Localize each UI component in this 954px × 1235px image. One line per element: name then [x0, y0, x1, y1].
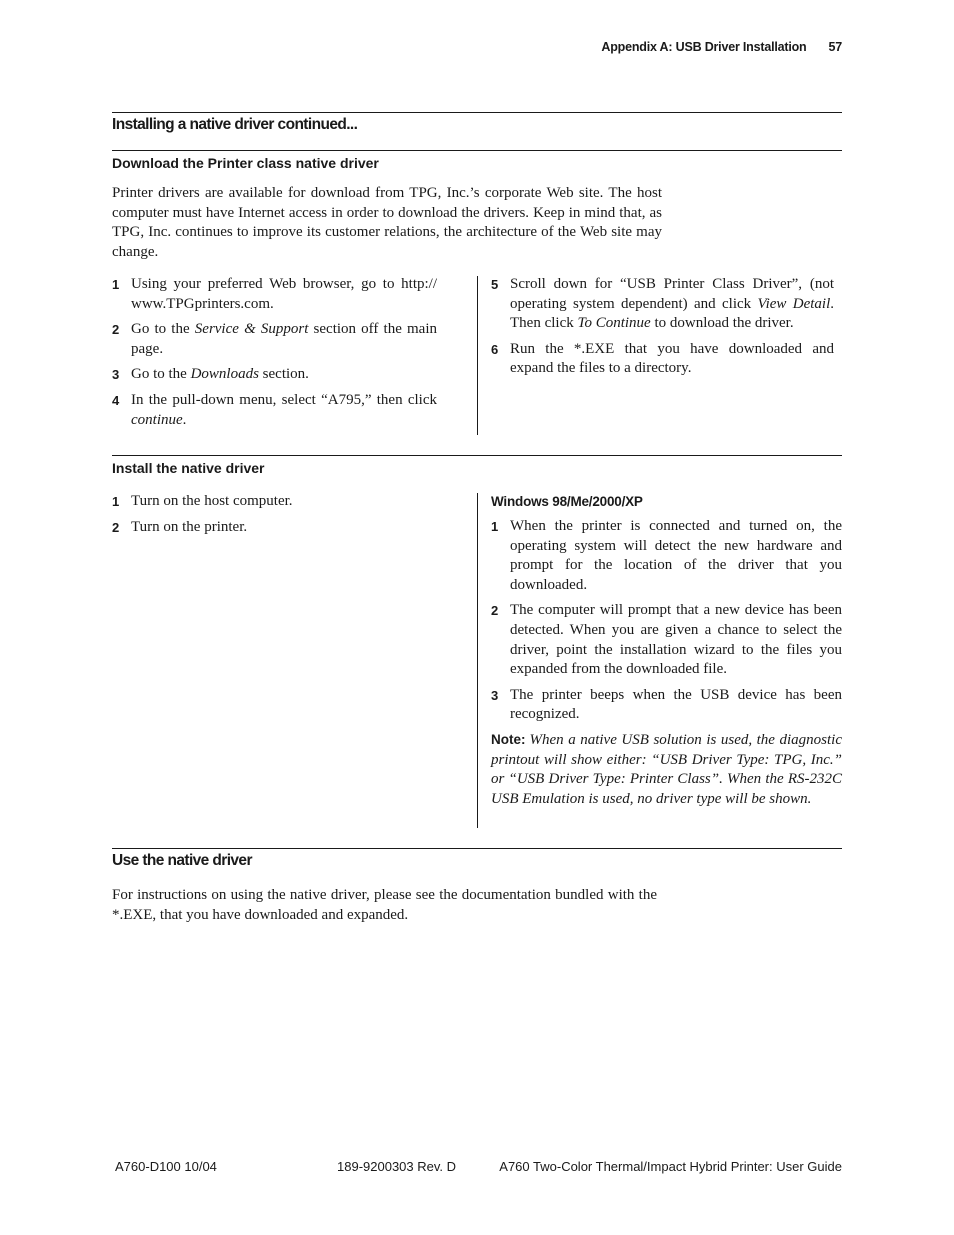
download-steps-left — [112, 275, 437, 436]
section-rule — [112, 112, 842, 113]
step-number: 2 — [491, 603, 499, 619]
step-text: to download the driver. — [650, 315, 794, 332]
step-text: Go to the — [131, 321, 195, 338]
step-number: 5 — [491, 277, 499, 292]
download-intro-paragraph: Printer drivers are available for download from TPG, Inc.’s corporate Web site. The host computer must have Internet access in order to download the drivers. Keep in mind that, as TPG, Inc. continues to improve its customer relations, the architecture of the Web site may change. — [112, 185, 662, 260]
subsection-title-install: Install the native driver — [112, 460, 265, 476]
step-text: Using your preferred Web browser, go to http:// www.TPGprinters.com. — [131, 276, 437, 312]
list-item — [112, 320, 437, 359]
step-text: When the printer is connected and turned on, the operating system will detect the new hardware and prompt for the location of the driver that you downloaded. — [510, 518, 842, 593]
step-text: . Then click — [510, 295, 834, 332]
column-divider — [477, 493, 478, 828]
step-text: section off the main page. — [131, 321, 438, 357]
step-text: . — [182, 411, 187, 428]
windows-versions-heading: Windows 98/Me/2000/XP — [491, 494, 643, 509]
list-item — [112, 365, 437, 385]
step-text: Scroll down for “USB Printer Class Driver”, (not operating system dependent) and click — [510, 276, 834, 312]
step-emphasis: To Continue — [577, 315, 651, 332]
step-number: 6 — [491, 341, 499, 357]
footer-part-number: 189-9200303 Rev. D — [337, 1159, 457, 1174]
subsection-rule — [112, 150, 842, 151]
column-divider — [477, 276, 478, 435]
list-item — [112, 518, 437, 538]
list-item — [491, 275, 834, 334]
download-steps-right — [491, 275, 834, 385]
step-text: Go to the — [131, 366, 191, 383]
list-item — [112, 391, 437, 430]
step-text: Run the *.EXE that you have downloaded and expand the files to a directory. — [510, 340, 834, 377]
list-item — [491, 601, 842, 679]
step-emphasis: Service & Support — [194, 321, 309, 338]
step-number: 3 — [112, 367, 120, 383]
footer-guide-title: A760 Two-Color Thermal/Impact Hybrid Printer: User Guide — [499, 1159, 842, 1174]
subsection-title-download: Download the Printer class native driver — [112, 155, 379, 171]
list-item — [112, 275, 437, 314]
footer-doc-id: A760-D100 10/04 — [115, 1159, 217, 1174]
step-number: 1 — [112, 494, 120, 509]
running-header — [500, 40, 842, 54]
install-steps-right — [491, 517, 842, 731]
step-text: Turn on the printer. — [131, 518, 248, 535]
step-number: 4 — [112, 392, 120, 408]
use-driver-paragraph: For instructions on using the native driver, please see the documentation bundled with the *.EXE, that you have downloaded and expanded. — [112, 887, 657, 923]
step-text: The printer beeps when the USB device has been recognized. — [510, 686, 842, 723]
step-emphasis: continue — [131, 411, 183, 428]
note-block — [491, 730, 842, 809]
step-number: 2 — [112, 519, 120, 535]
install-steps-left — [112, 492, 437, 543]
page-number: 57 — [828, 40, 842, 54]
step-text: In the pull-down menu, select “A795,” then click — [131, 391, 437, 408]
step-number: 2 — [112, 322, 120, 338]
step-text: The computer will prompt that a new device has been detected. When you are given a chance to select the driver, point the installation wizard to the files you expanded from the downloaded file. — [510, 602, 842, 678]
list-item — [491, 517, 842, 595]
list-item — [491, 686, 842, 725]
list-item — [112, 492, 437, 512]
step-text: Turn on the host computer. — [131, 493, 293, 509]
note-text: When a native USB solution is used, the diagnostic printout will show either: “USB Driver Type: TPG, Inc.” or “USB Driver Type: Printer Class”. When the RS-232C USB Emulation is used, no driver type will be shown. — [491, 732, 842, 807]
step-emphasis: View Detail — [757, 295, 831, 312]
step-text: section. — [258, 366, 309, 383]
header-section-title: Appendix A: USB Driver Installation — [601, 40, 807, 54]
list-item — [491, 340, 834, 379]
section-title-installing: Installing a native driver continued... — [112, 116, 358, 133]
section-title-use: Use the native driver — [112, 852, 252, 869]
section-rule — [112, 848, 842, 849]
subsection-rule — [112, 455, 842, 456]
step-emphasis: Downloads — [190, 366, 259, 383]
step-number: 3 — [491, 687, 499, 703]
note-label: Note: — [491, 732, 526, 747]
step-number: 1 — [491, 519, 499, 534]
step-number: 1 — [112, 277, 120, 292]
